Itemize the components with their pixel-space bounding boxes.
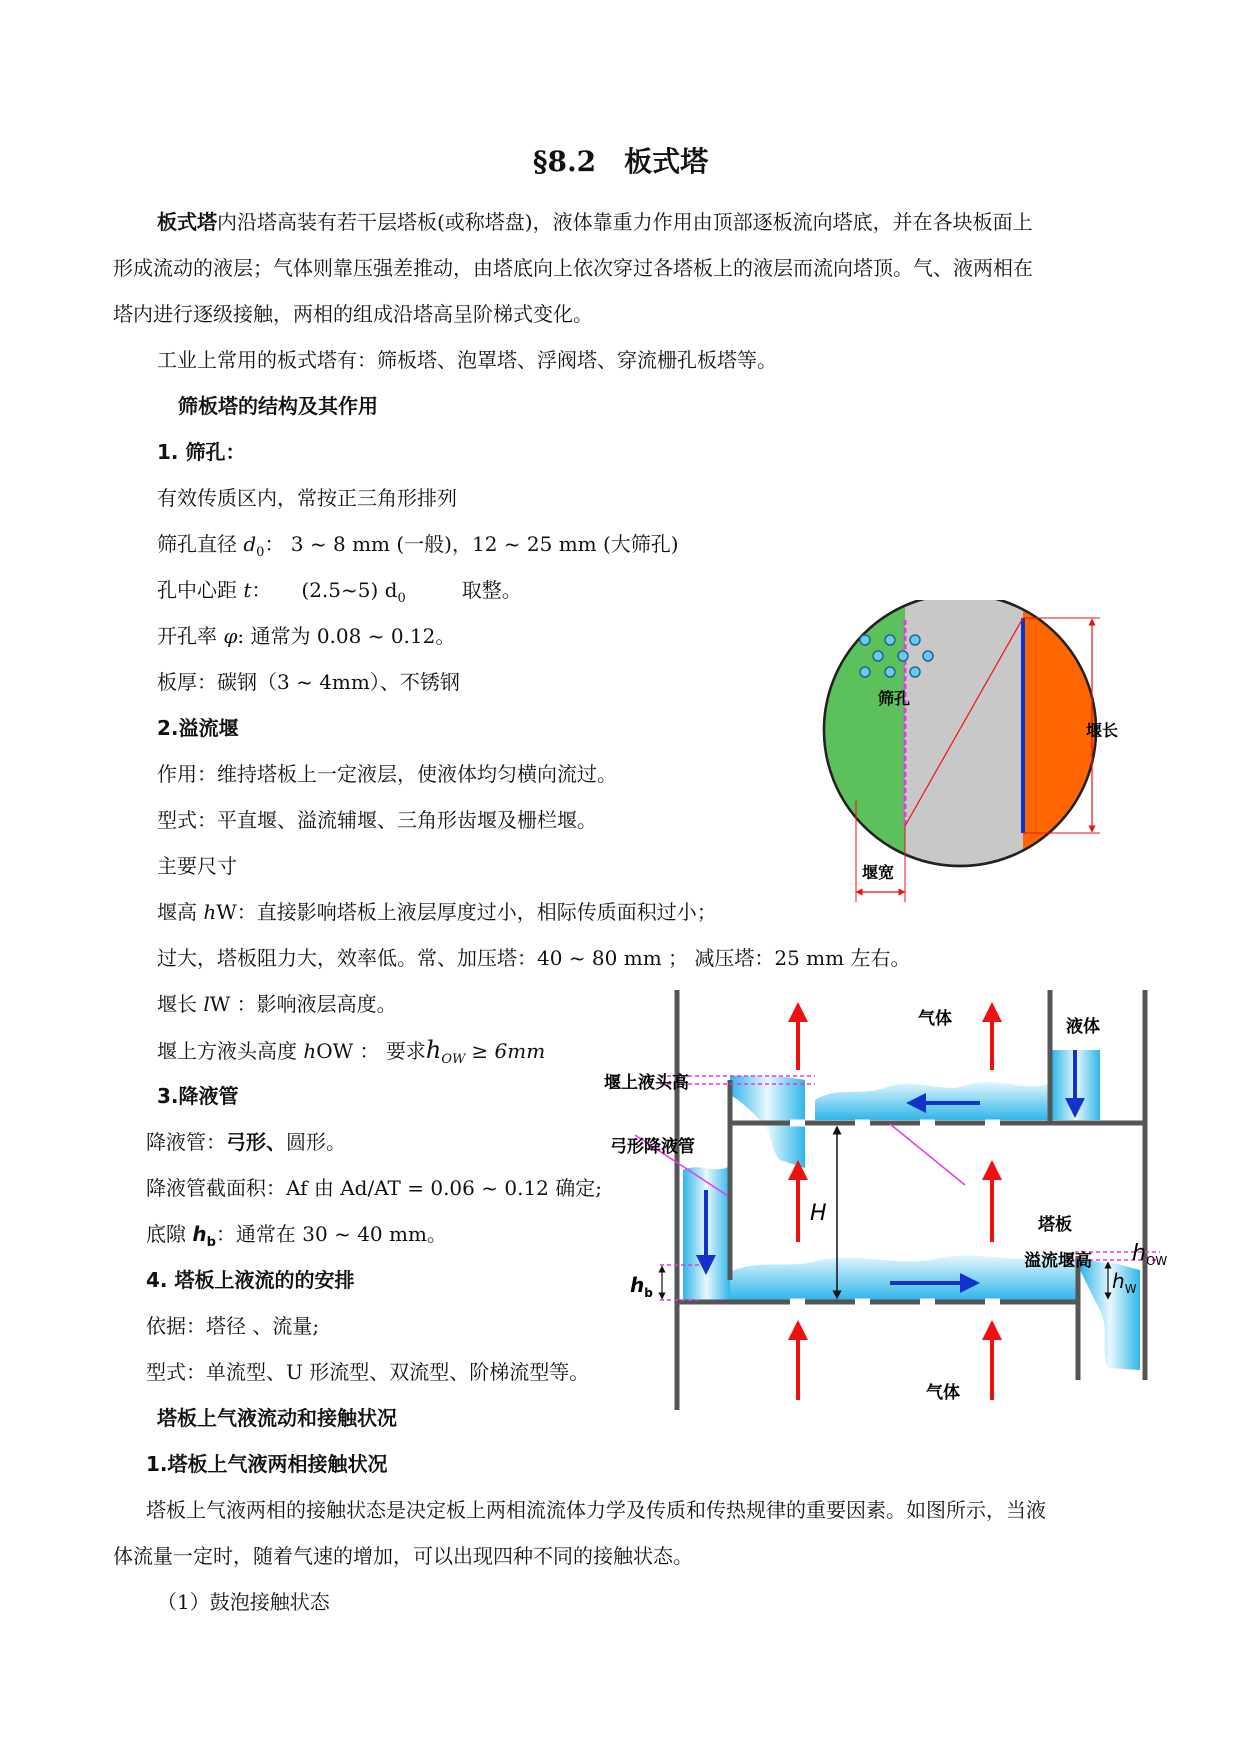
hole-pitch-label: 孔中心距 bbox=[157, 578, 244, 602]
label-hw: $h_W$ bbox=[1112, 1269, 1137, 1296]
label-tray-spacing: H bbox=[810, 1201, 827, 1226]
hole-pitch bbox=[157, 578, 522, 611]
label-holes: 筛孔 bbox=[878, 689, 911, 708]
lower-weir-spill bbox=[1080, 1260, 1140, 1370]
downcomer-heading: 3.降液管 bbox=[157, 1084, 239, 1108]
weir-crest-req-symbol: h bbox=[425, 1036, 442, 1064]
downcomer-shape-value2: 圆形。 bbox=[286, 1130, 346, 1154]
hole-diameter-sub: 0 bbox=[256, 545, 265, 560]
hole-pitch-symbol: t bbox=[243, 578, 252, 602]
weir-length-symbol: l bbox=[203, 992, 210, 1016]
weir-crest-req: ≥ 6mm bbox=[471, 1039, 546, 1063]
label-how: $h_{OW}$ bbox=[1132, 1241, 1168, 1268]
weir-length bbox=[157, 992, 397, 1016]
flow-basis: 依据：塔径 、流量; bbox=[146, 1314, 320, 1338]
weir-height-label: 堰高 bbox=[157, 900, 204, 924]
weir-dims: 主要尺寸 bbox=[157, 854, 237, 878]
downcomer-shape-value: 弓形、 bbox=[226, 1130, 286, 1154]
sieve-tray-diagram bbox=[770, 600, 1130, 910]
plate-thickness: 板厚：碳钢（3 ~ 4mm）、不锈钢 bbox=[157, 670, 460, 694]
label-tray: 塔板 bbox=[1038, 1215, 1072, 1235]
flow-types: 型式：单流型、U 形流型、双流型、阶梯流型等。 bbox=[146, 1360, 590, 1384]
weir-height-2: 过大，塔板阻力大，效率低。常、加压塔：40 ~ 80 mm ； 减压塔：25 mm 左右。 bbox=[157, 946, 911, 970]
weir-height-symbol: h bbox=[203, 900, 217, 924]
weir-length-text: W ：影响液层高度。 bbox=[209, 992, 397, 1016]
clearance-sub: b bbox=[206, 1235, 216, 1250]
hole-diameter-label: 筛孔直径 bbox=[157, 532, 244, 556]
label-weir-width: 堰宽 bbox=[862, 863, 895, 882]
clearance-text: ：通常在 30 ~ 40 mm。 bbox=[215, 1222, 447, 1246]
ratio-label: 开孔率 bbox=[157, 624, 224, 648]
intro-lead: 板式塔 bbox=[157, 210, 217, 234]
hole-pitch-value: (2.5~5) d bbox=[301, 578, 398, 602]
weir-crest-text: OW ： 要求 bbox=[316, 1039, 426, 1063]
weir-heading: 2.溢流堰 bbox=[157, 716, 239, 740]
contact-heading: 1.塔板上气液两相接触状况 bbox=[146, 1452, 388, 1476]
hole-diameter bbox=[157, 532, 679, 565]
intro-line-1 bbox=[157, 210, 1033, 234]
hole-diameter-symbol: d bbox=[243, 532, 257, 556]
label-crest-height: 堰上液头高 bbox=[604, 1073, 689, 1093]
downcomer-area: 降液管截面积：Af 由 Ad/AT = 0.06 ~ 0.12 确定; bbox=[146, 1176, 602, 1200]
label-gas-bottom: 气体 bbox=[926, 1383, 960, 1403]
downcomer-shape bbox=[146, 1130, 346, 1154]
clearance-symbol: h bbox=[192, 1222, 207, 1246]
weir-crest-symbol: h bbox=[303, 1039, 317, 1063]
label-weir-length: 堰长 bbox=[1086, 721, 1119, 740]
section-structure-heading: 筛板塔的结构及其作用 bbox=[178, 394, 378, 418]
page-title: §8.2 板式塔 bbox=[532, 145, 709, 178]
hole-pitch-sub: 0 bbox=[397, 591, 406, 606]
intro-text-1: 内沿塔高装有若干层塔板(或称塔盘)，液体靠重力作用由顶部逐板流向塔底，并在各块板面上 bbox=[217, 210, 1033, 234]
contact-p2: 体流量一定时，随着气速的增加，可以出现四种不同的接触状态。 bbox=[113, 1544, 693, 1568]
tray-pointer bbox=[890, 1124, 965, 1185]
hole-pitch-note: 取整。 bbox=[461, 578, 522, 602]
weir-function: 作用：维持塔板上一定液层，使液体均匀横向流过。 bbox=[157, 762, 617, 786]
contact-item-1: （1）鼓泡接触状态 bbox=[157, 1590, 330, 1614]
outlet-segment bbox=[1023, 600, 1130, 900]
downcomer-shape-label: 降液管： bbox=[146, 1130, 226, 1154]
open-area-ratio bbox=[157, 624, 455, 648]
weir-crest-label: 堰上方液头高度 bbox=[157, 1039, 304, 1063]
ratio-text: : 通常为 0.08 ~ 0.12。 bbox=[237, 624, 456, 648]
label-gas-top: 气体 bbox=[918, 1009, 952, 1029]
weir-types: 型式：平直堰、溢流辅堰、三角形齿堰及栅栏堰。 bbox=[157, 808, 597, 832]
intro-line-2: 形成流动的液层；气体则靠压强差推动，由塔底向上依次穿过各塔板上的液层而流向塔顶。气、液两相在 bbox=[113, 256, 1033, 280]
clearance-label: 底隙 bbox=[146, 1222, 193, 1246]
common-types: 工业上常用的板式塔有：筛板塔、泡罩塔、浮阀塔、穿流栅孔板塔等。 bbox=[157, 348, 777, 372]
intro-line-3: 塔内进行逐级接触，两相的组成沿塔高呈阶梯式变化。 bbox=[113, 302, 593, 326]
downcomer-clearance bbox=[146, 1222, 447, 1255]
weir-height bbox=[157, 900, 717, 924]
hole-pitch-colon: ： bbox=[251, 578, 272, 602]
label-liquid: 液体 bbox=[1066, 1017, 1100, 1037]
weir-length-label: 堰长 bbox=[157, 992, 204, 1016]
weir-crest bbox=[157, 1038, 545, 1072]
holes-arrangement: 有效传质区内，常按正三角形排列 bbox=[157, 486, 457, 510]
hole-diameter-text: ： 3 ~ 8 mm (一般)，12 ~ 25 mm (大筛孔) bbox=[264, 532, 679, 556]
tray-flow-diagram bbox=[600, 990, 1180, 1410]
contact-p1: 塔板上气液两相的接触状态是决定板上两相流流体力学及传质和传热规律的重要因素。如图所示，当液 bbox=[146, 1498, 1046, 1522]
flow-heading: 4. 塔板上液流的的安排 bbox=[146, 1268, 355, 1292]
weir-crest-req-sub: OW bbox=[441, 1052, 466, 1067]
section-contact-heading: 塔板上气液流动和接触状况 bbox=[157, 1406, 397, 1430]
ratio-symbol: φ bbox=[223, 624, 238, 648]
label-weir-height: 溢流堰高 bbox=[1024, 1251, 1092, 1271]
label-downcomer: 弓形降液管 bbox=[610, 1137, 695, 1157]
holes-heading: 1. 筛孔： bbox=[157, 440, 246, 464]
label-hb: $h_b$ bbox=[630, 1273, 653, 1300]
weir-height-text: W：直接影响塔板上液层厚度过小，相际传质面积过小； bbox=[216, 900, 717, 924]
